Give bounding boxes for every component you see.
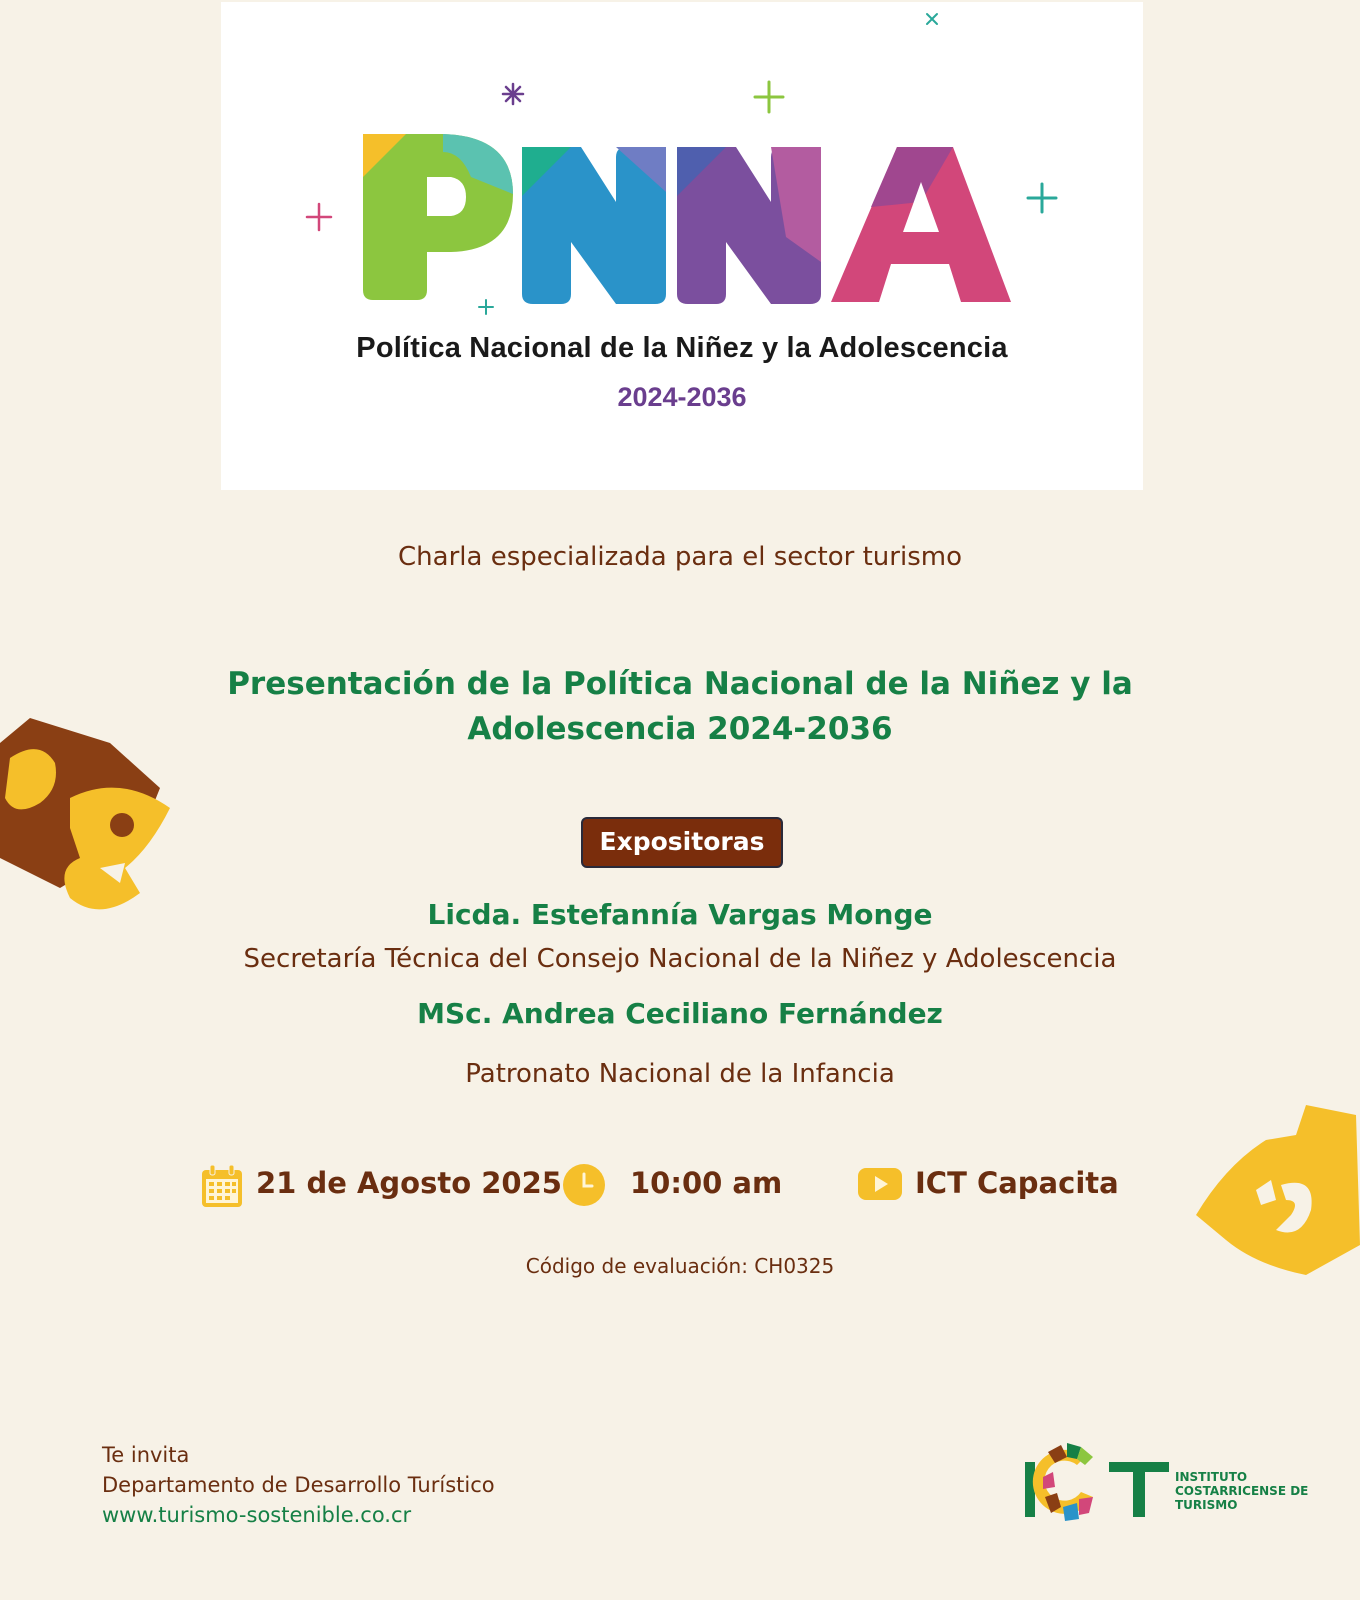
speaker-2-org: Patronato Nacional de la Infancia xyxy=(465,1059,895,1089)
speaker-1-org: Secretaría Técnica del Consejo Nacional de la Niñez y Adolescencia xyxy=(243,944,1117,974)
ict-c-mosaic xyxy=(1033,1443,1093,1521)
footer-line2: Departamento de Desarrollo Turístico xyxy=(102,1473,495,1497)
letter-p xyxy=(363,134,513,300)
event-title-line2: Adolescencia 2024-2036 xyxy=(467,711,893,747)
ict-logo xyxy=(1023,1437,1173,1527)
event-title-line1: Presentación de la Política Nacional de la Niñez y la xyxy=(227,666,1133,702)
footer-invite xyxy=(102,1440,495,1530)
footer-line1: Te invita xyxy=(102,1443,190,1467)
play-icon xyxy=(858,1168,902,1200)
speaker-2-name: MSc. Andrea Ceciliano Fernández xyxy=(417,997,943,1030)
letter-n1 xyxy=(522,147,666,304)
ict-name-line2: COSTARRICENSE DE xyxy=(1175,1484,1309,1498)
decorative-mask-right xyxy=(1196,1105,1360,1275)
ict-name xyxy=(1175,1470,1308,1512)
event-time: 10:00 am xyxy=(630,1166,783,1200)
pnna-logo-banner xyxy=(221,2,1143,490)
evaluation-code: Código de evaluación: CH0325 xyxy=(525,1254,835,1278)
event-platform: ICT Capacita xyxy=(915,1166,1119,1200)
event-date: 21 de Agosto 2025 xyxy=(256,1166,562,1200)
letter-n2 xyxy=(677,147,821,304)
pnna-logo xyxy=(221,2,1143,332)
pnna-full-name: Política Nacional de la Niñez y la Adolescencia xyxy=(356,332,1008,364)
speakers-badge: Expositoras xyxy=(581,817,783,868)
clock-icon xyxy=(562,1163,606,1207)
pnna-years: 2024-2036 xyxy=(617,382,747,412)
calendar-icon xyxy=(200,1163,244,1209)
ict-name-line1: INSTITUTO xyxy=(1175,1470,1248,1484)
speaker-1-name: Licda. Estefannía Vargas Monge xyxy=(427,898,933,931)
letter-a xyxy=(831,147,1011,302)
ict-name-line3: TURISMO xyxy=(1175,1498,1238,1512)
event-subtitle: Charla especializada para el sector turismo xyxy=(398,542,962,572)
footer-url-link[interactable]: www.turismo-sostenible.co.cr xyxy=(102,1503,412,1527)
event-title xyxy=(0,662,1360,752)
